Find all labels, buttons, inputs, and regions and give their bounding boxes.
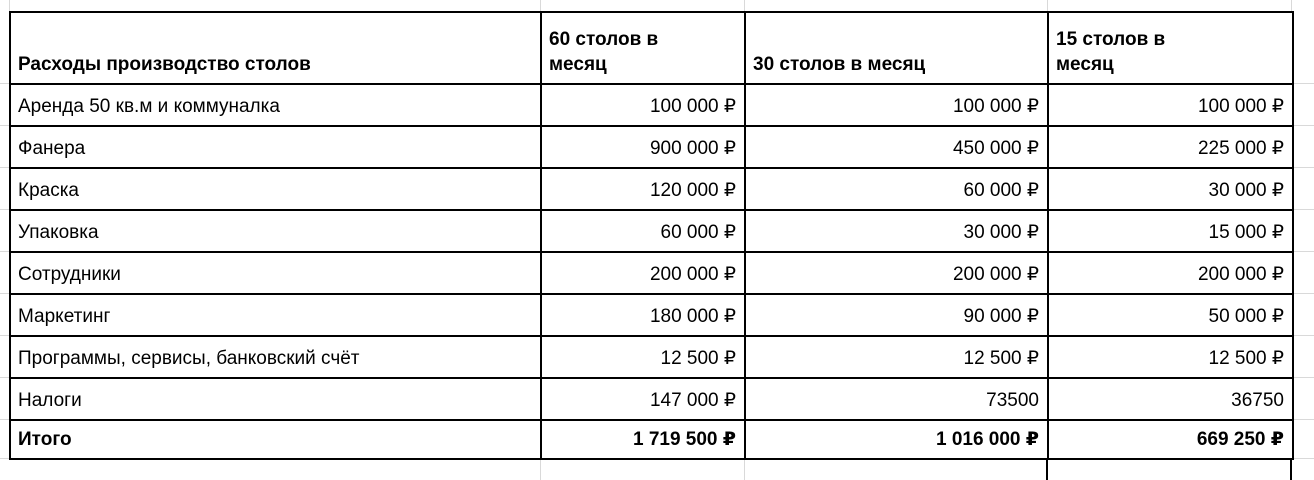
- gridline: [1292, 251, 1314, 252]
- cell-value-15[interactable]: 50 000 ₽: [1048, 294, 1293, 336]
- table-row: [10, 336, 1293, 378]
- expenses-table: [9, 11, 1294, 460]
- cell-value-15[interactable]: 30 000 ₽: [1048, 168, 1293, 210]
- gridline: [1292, 125, 1314, 126]
- total-value-15[interactable]: 669 250 ₽: [1048, 420, 1293, 459]
- cell-value-60[interactable]: 12 500 ₽: [541, 336, 745, 378]
- cell-value-15[interactable]: 100 000 ₽: [1048, 84, 1293, 126]
- cell-value-30[interactable]: 60 000 ₽: [745, 168, 1048, 210]
- gridline: [744, 460, 745, 480]
- cell-value-15[interactable]: 15 000 ₽: [1048, 210, 1293, 252]
- gridline: [1291, 0, 1292, 11]
- gridline: [0, 458, 9, 459]
- gridline: [0, 335, 9, 336]
- cell-value-30[interactable]: 100 000 ₽: [745, 84, 1048, 126]
- cell-label[interactable]: Сотрудники: [10, 252, 541, 294]
- cell-value-30[interactable]: 12 500 ₽: [745, 336, 1048, 378]
- cell-value-15[interactable]: 200 000 ₽: [1048, 252, 1293, 294]
- header-cell-expenses[interactable]: Расходы производство столов: [10, 12, 541, 84]
- cell-label[interactable]: Краска: [10, 168, 541, 210]
- cell-value-30[interactable]: 90 000 ₽: [745, 294, 1048, 336]
- table-row: [10, 252, 1293, 294]
- gridline: [0, 83, 9, 84]
- header-cell-60-per-month[interactable]: [541, 12, 745, 84]
- cell-value-60[interactable]: 180 000 ₽: [541, 294, 745, 336]
- header-label-60: 60 столов в месяц: [549, 29, 659, 75]
- gridline: [0, 419, 9, 420]
- cell-value-30[interactable]: 73500: [745, 378, 1048, 420]
- cell-label[interactable]: Налоги: [10, 378, 541, 420]
- header-cell-30-per-month[interactable]: 30 столов в месяц: [745, 12, 1048, 84]
- gridline: [0, 377, 9, 378]
- table-row: [10, 84, 1293, 126]
- cell-label[interactable]: Программы, сервисы, банковский счёт: [10, 336, 541, 378]
- gridline: [0, 251, 9, 252]
- gridline: [0, 125, 9, 126]
- table-row: [10, 168, 1293, 210]
- gridline: [1047, 0, 1048, 11]
- cell-label[interactable]: Маркетинг: [10, 294, 541, 336]
- cell-label[interactable]: Аренда 50 кв.м и коммуналка: [10, 84, 541, 126]
- gridline: [744, 0, 745, 11]
- gridline: [1292, 209, 1314, 210]
- cell-label[interactable]: Упаковка: [10, 210, 541, 252]
- gridline: [0, 293, 9, 294]
- gridline: [1292, 335, 1314, 336]
- gridline: [1292, 83, 1314, 84]
- table-row: [10, 210, 1293, 252]
- cell-label[interactable]: Фанера: [10, 126, 541, 168]
- gridline: [9, 0, 10, 11]
- gridline: [0, 167, 9, 168]
- gridline-black: [1046, 458, 1048, 480]
- gridline: [1292, 458, 1314, 459]
- gridline: [540, 0, 541, 11]
- header-row: [10, 12, 1293, 84]
- cell-value-30[interactable]: 30 000 ₽: [745, 210, 1048, 252]
- gridline: [1292, 293, 1314, 294]
- cell-value-60[interactable]: 147 000 ₽: [541, 378, 745, 420]
- cell-value-30[interactable]: 200 000 ₽: [745, 252, 1048, 294]
- cell-value-15[interactable]: 36750: [1048, 378, 1293, 420]
- gridline: [1292, 377, 1314, 378]
- cell-value-60[interactable]: 200 000 ₽: [541, 252, 745, 294]
- gridline-black: [1290, 458, 1292, 480]
- total-value-60[interactable]: 1 719 500 ₽: [541, 420, 745, 459]
- gridline: [1292, 419, 1314, 420]
- cell-value-60[interactable]: 60 000 ₽: [541, 210, 745, 252]
- gridline: [1292, 167, 1314, 168]
- table-row: [10, 294, 1293, 336]
- cell-value-15[interactable]: 225 000 ₽: [1048, 126, 1293, 168]
- total-value-30[interactable]: 1 016 000 ₽: [745, 420, 1048, 459]
- cell-value-60[interactable]: 100 000 ₽: [541, 84, 745, 126]
- header-cell-15-per-month[interactable]: [1048, 12, 1293, 84]
- cell-value-30[interactable]: 450 000 ₽: [745, 126, 1048, 168]
- gridline: [0, 209, 9, 210]
- total-row: [10, 420, 1293, 459]
- total-label[interactable]: Итого: [10, 420, 541, 459]
- header-label-15: 15 столов в месяц: [1056, 29, 1166, 75]
- table-row: [10, 126, 1293, 168]
- cell-value-15[interactable]: 12 500 ₽: [1048, 336, 1293, 378]
- cell-value-60[interactable]: 120 000 ₽: [541, 168, 745, 210]
- gridline: [540, 460, 541, 480]
- cell-value-60[interactable]: 900 000 ₽: [541, 126, 745, 168]
- table-row: [10, 378, 1293, 420]
